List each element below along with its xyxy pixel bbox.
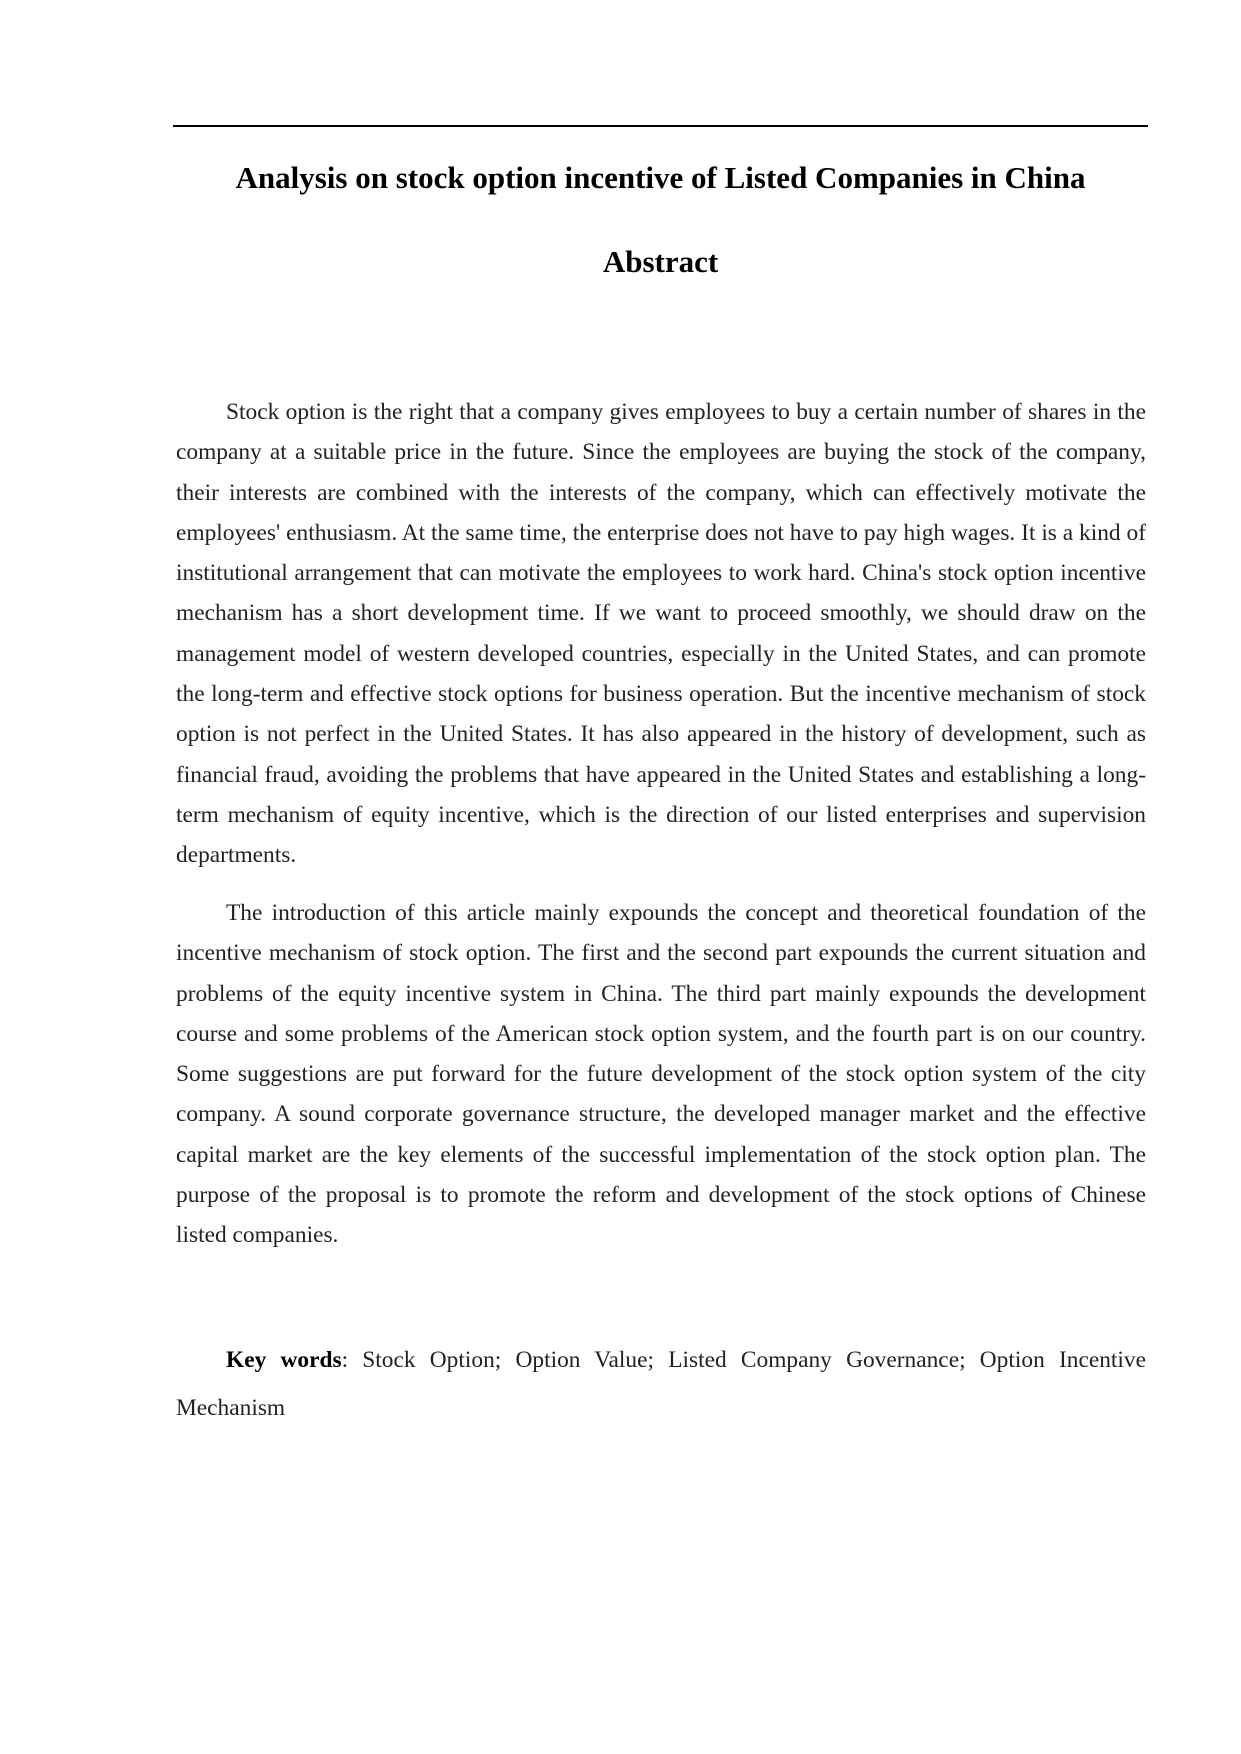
keywords-separator: : (341, 1347, 363, 1373)
keywords-line (176, 1336, 1146, 1432)
keywords-text: Stock Option; Option Value; Listed Company Governance; Option Incentive Mechanism (176, 1347, 1146, 1421)
abstract-heading: Abstract (602, 244, 719, 279)
header-rule (173, 125, 1148, 127)
abstract-paragraph-2: The introduction of this article mainly expounds the concept and theoretical foundation of the incentive mechanism of stock option. The first and the second part expounds the current situation and problems of the equity incentive system in China. The third part mainly expounds the development course and some problems of the American stock option system, and the fourth part is on our country. Some suggestions are put forward for the future development of the stock option system of the city company. A sound corporate governance structure, the developed manager market and the effective capital market are the key elements of the successful implementation of the stock option plan. The purpose of the proposal is to promote the reform and development of the stock options of Chinese listed companies. (176, 900, 1146, 1249)
abstract-paragraph-1: Stock option is the right that a company gives employees to buy a certain number of shares in the company at a suitable price in the future. Since the employees are buying the stock of the company, their interests are combined with the interests of the company, which can effectively motivate the employees' enthusiasm. At the same time, the enterprise does not have to pay high wages. It is a kind of institutional arrangement that can motivate the employees to work hard. China's stock option incentive mechanism has a short development time. If we want to proceed smoothly, we should draw on the management model of western developed countries, especially in the United States, and can promote the long-term and effective stock options for business operation. But the incentive mechanism of stock option is not perfect in the United States. It has also appeared in the history of development, such as financial fraud, avoiding the problems that have appeared in the United States and establishing a long-term mechanism of equity incentive, which is the direction of our listed enterprises and supervision departments. (176, 399, 1146, 869)
keywords-label: Key words (226, 1347, 342, 1373)
document-title: Analysis on stock option incentive of Listed Companies in China (235, 160, 1086, 195)
